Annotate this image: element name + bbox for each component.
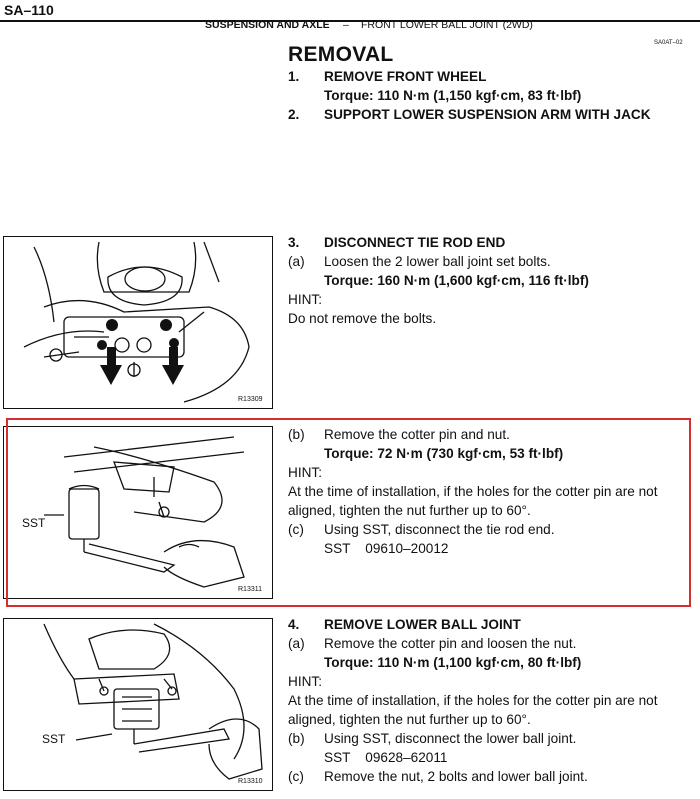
ball-joint-puller-illustration	[4, 619, 272, 790]
figure-lower-ball-joint-sst	[3, 618, 273, 791]
step-3-heading: DISCONNECT TIE ROD END	[324, 235, 506, 250]
step-4b-text: Using SST, disconnect the lower ball joint.	[324, 731, 577, 746]
hint-label: HINT:	[288, 292, 322, 307]
step-1-torque: Torque: 110 N·m (1,150 kgf·cm, 83 ft·lbf)	[324, 88, 582, 103]
step-4c-text: Remove the nut, 2 bolts and lower ball joint.	[324, 769, 588, 784]
hint-text-line-2: aligned, tighten the nut further up to 60°.	[288, 503, 531, 518]
page-title: REMOVAL	[288, 43, 394, 66]
step-1-num: 1.	[288, 69, 300, 84]
hint-text: Do not remove the bolts.	[288, 311, 437, 326]
figure-id: R13310	[238, 778, 263, 785]
hint-label: HINT:	[288, 674, 322, 689]
step-3c-sst: SST 09610–20012	[324, 541, 449, 556]
step-4a-label: (a)	[288, 636, 305, 651]
hint-text-line-2: aligned, tighten the nut further up to 60°.	[288, 712, 531, 727]
step-4a-torque: Torque: 110 N·m (1,100 kgf·cm, 80 ft·lbf)	[324, 655, 582, 670]
hint-text-line-1: At the time of installation, if the holes for the cotter pin are not	[288, 693, 658, 708]
subsection-title: FRONT LOWER BALL JOINT (2WD)	[361, 19, 533, 31]
step-3a-label: (a)	[288, 254, 305, 269]
figure-ball-joint-bolts	[3, 236, 273, 409]
header-rule	[0, 20, 700, 22]
header-dash: –	[343, 19, 349, 31]
sst-leader-line	[76, 734, 112, 740]
step-4b-sst: SST 09628–62011	[324, 750, 448, 765]
step-4a-text: Remove the cotter pin and loosen the nut.	[324, 636, 577, 651]
step-4-heading: REMOVE LOWER BALL JOINT	[324, 617, 521, 632]
step-3a-torque: Torque: 160 N·m (1,600 kgf·cm, 116 ft·lbf)	[324, 273, 589, 288]
knuckle-illustration	[4, 237, 272, 408]
step-3b-text: Remove the cotter pin and nut.	[324, 427, 510, 442]
page-number: SA–110	[4, 2, 54, 18]
step-4-num: 4.	[288, 617, 300, 632]
section-title: SUSPENSION AND AXLE	[205, 19, 330, 31]
step-1-heading: REMOVE FRONT WHEEL	[324, 69, 487, 84]
arrow-icon	[100, 347, 122, 385]
step-3a-text: Loosen the 2 lower ball joint set bolts.	[324, 254, 551, 269]
sst-label: SST	[22, 516, 46, 530]
step-4b-label: (b)	[288, 731, 305, 746]
doc-code: SA0AT–02	[654, 40, 683, 46]
step-2-heading: SUPPORT LOWER SUSPENSION ARM WITH JACK	[324, 107, 651, 122]
step-3c-label: (c)	[288, 522, 304, 537]
step-2-num: 2.	[288, 107, 300, 122]
sst-label: SST	[42, 732, 66, 746]
hint-text-line-1: At the time of installation, if the holes for the cotter pin are not	[288, 484, 658, 499]
step-3b-label: (b)	[288, 427, 305, 442]
step-3b-torque: Torque: 72 N·m (730 kgf·cm, 53 ft·lbf)	[324, 446, 564, 461]
arrow-icon	[162, 347, 184, 385]
step-3c-text: Using SST, disconnect the tie rod end.	[324, 522, 555, 537]
step-4c-label: (c)	[288, 769, 304, 784]
figure-id: R13309	[238, 396, 263, 403]
step-3-num: 3.	[288, 235, 300, 250]
figure-id: R13311	[238, 586, 263, 593]
highlight-box	[6, 418, 691, 607]
hint-label: HINT:	[288, 465, 322, 480]
